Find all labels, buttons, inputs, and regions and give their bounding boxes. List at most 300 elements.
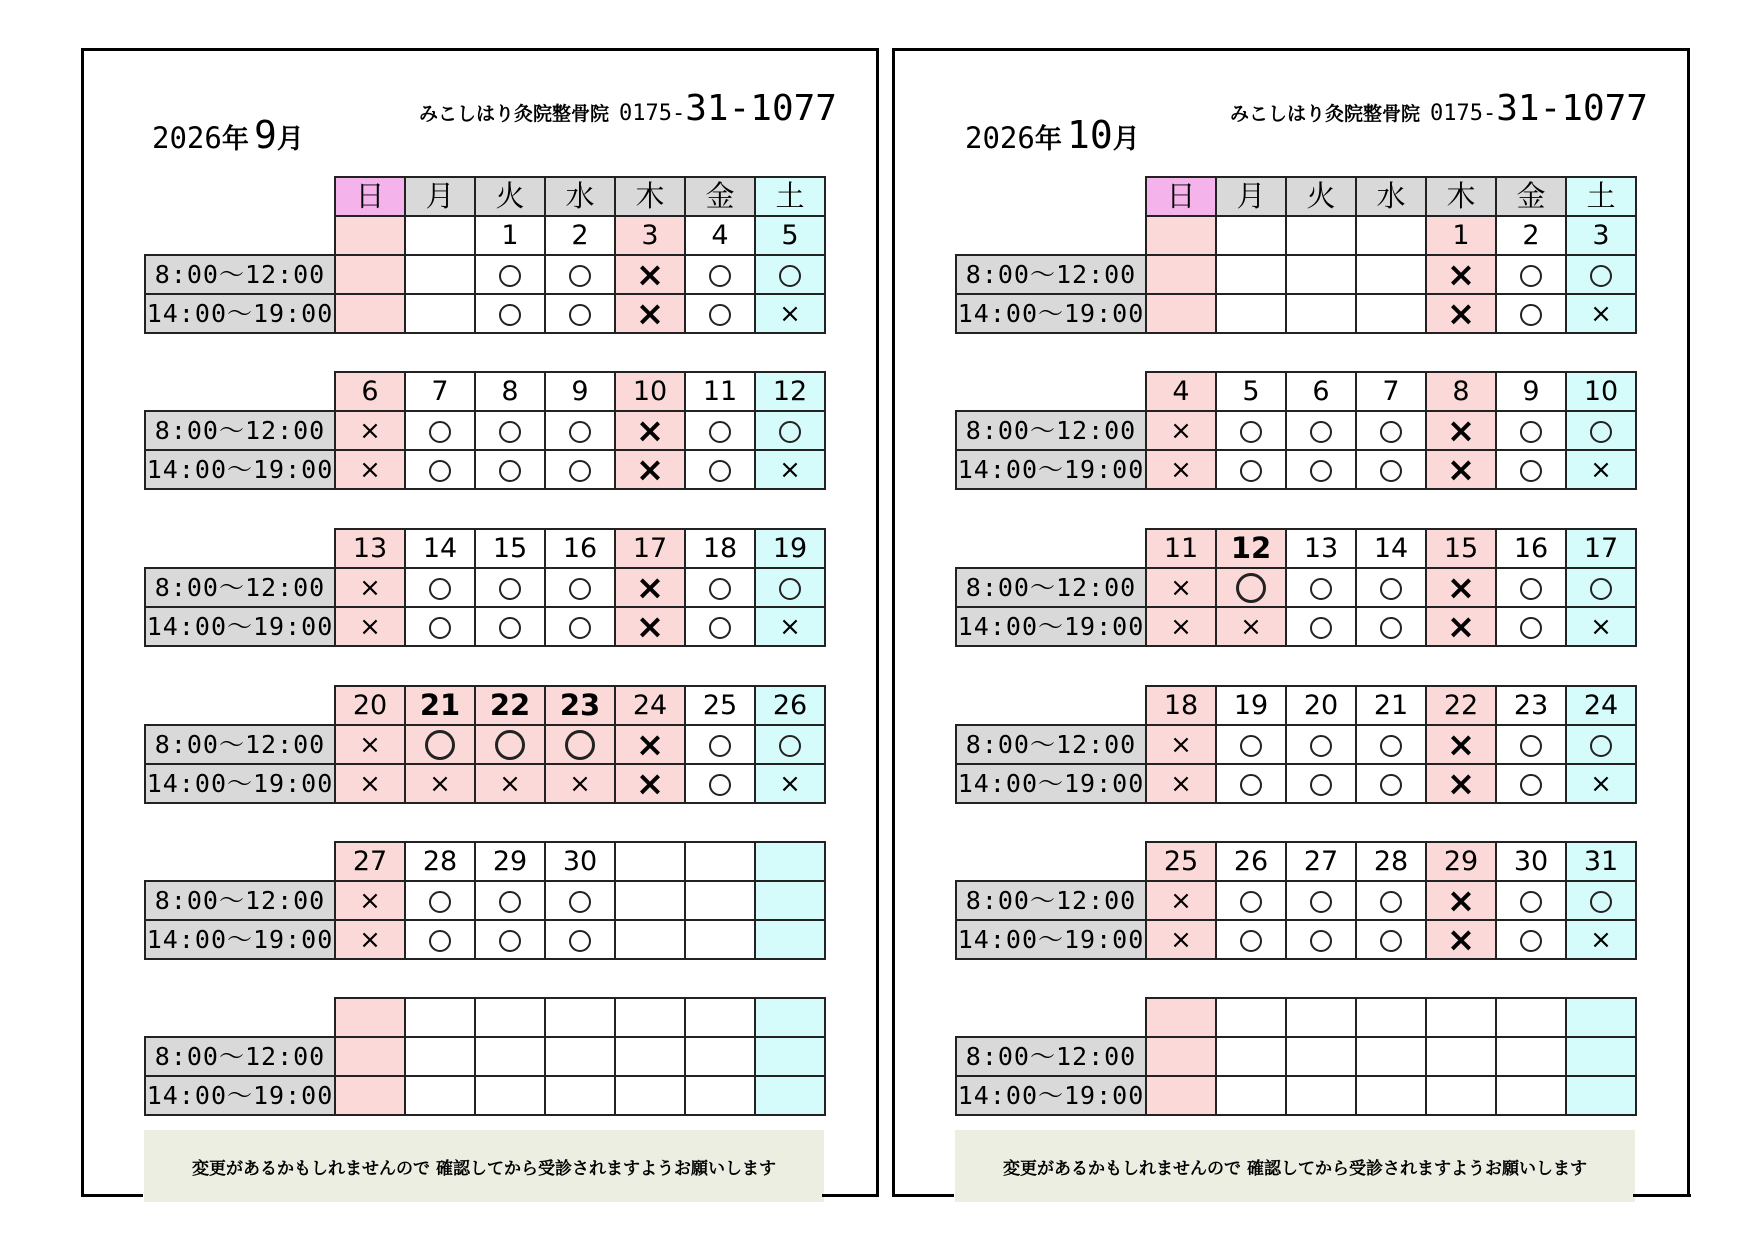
week-table [144,371,826,490]
open-mark [1310,891,1332,913]
year-text: 2026 [965,121,1035,155]
closed-mark: × [779,299,801,330]
availability-cell [1216,725,1286,764]
availability-cell [335,294,405,333]
availability-cell [1286,1076,1356,1115]
date-cell: 6 [1286,372,1356,411]
slot-row-pm [145,607,825,646]
time-slot-label: 14:00～19:00 [145,294,335,333]
date-cell: 14 [1356,529,1426,568]
availability-cell [475,568,545,607]
slot-row-pm [956,1076,1636,1115]
date-cell: 21 [405,686,475,725]
availability-cell [1496,450,1566,489]
slot-row-pm [145,294,825,333]
availability-cell [1286,725,1356,764]
closed-mark-emphasis: × [1446,254,1476,295]
availability-cell [1356,920,1426,959]
availability-cell [335,725,405,764]
closed-mark-emphasis: × [635,724,665,765]
weekday-header: 金 [685,177,755,216]
availability-cell [1426,411,1496,450]
date-cell: 24 [1566,686,1636,725]
weekday-header-row [145,177,825,216]
closed-mark: × [569,769,591,800]
open-mark [779,265,801,287]
date-row [956,529,1636,568]
slot-row-am [145,1037,825,1076]
availability-cell [755,450,825,489]
date-cell: 7 [1356,372,1426,411]
availability-cell [475,764,545,803]
availability-cell [545,607,615,646]
availability-cell [1496,764,1566,803]
calendar-panel-september [81,48,879,1197]
open-mark [569,930,591,952]
date-cell: 31 [1566,842,1636,881]
availability-cell [685,725,755,764]
open-mark [499,578,521,600]
date-cell: 27 [335,842,405,881]
date-cell: 16 [1496,529,1566,568]
open-mark [1520,891,1542,913]
availability-cell [1146,881,1216,920]
open-mark-emphasis [495,730,525,760]
availability-cell [1146,294,1216,333]
date-cell [405,998,475,1037]
time-slot-label: 8:00～12:00 [145,1037,335,1076]
open-mark [499,421,521,443]
date-cell [685,842,755,881]
availability-cell [685,881,755,920]
open-mark [1590,735,1612,757]
open-mark [1520,930,1542,952]
open-mark [1520,735,1542,757]
month-suffix: 月 [276,124,304,155]
slot-row-am [956,411,1636,450]
open-mark [709,421,731,443]
availability-cell [1426,920,1496,959]
open-mark [1310,930,1332,952]
date-cell [615,998,685,1037]
clinic-header [1230,88,1648,129]
date-cell [1426,998,1496,1037]
open-mark [1240,774,1262,796]
availability-cell [685,607,755,646]
availability-cell [1146,607,1216,646]
open-mark [1380,421,1402,443]
header-spacer [956,177,1146,216]
availability-cell [1566,920,1636,959]
closed-mark: × [779,612,801,643]
date-cell [1216,216,1286,255]
availability-cell [1426,881,1496,920]
availability-cell [545,1076,615,1115]
availability-cell [615,725,685,764]
week-block [144,685,826,804]
date-row [956,842,1636,881]
availability-cell [615,1037,685,1076]
availability-cell [1496,255,1566,294]
availability-cell [1426,764,1496,803]
open-mark [1380,735,1402,757]
clinic-name: みこしはり灸院整骨院 [1230,103,1421,125]
date-cell: 23 [1496,686,1566,725]
availability-cell [1426,1076,1496,1115]
availability-cell [335,607,405,646]
week-table [144,176,826,334]
time-slot-label: 14:00～19:00 [145,920,335,959]
closed-mark: × [779,769,801,800]
open-mark [1240,735,1262,757]
slot-row-am [145,881,825,920]
availability-cell [685,294,755,333]
availability-cell [335,920,405,959]
date-row [145,529,825,568]
availability-cell [1216,881,1286,920]
availability-cell [1566,450,1636,489]
week-block [144,841,826,960]
availability-cell [1566,255,1636,294]
date-cell [335,998,405,1037]
open-mark [429,578,451,600]
open-mark [1380,617,1402,639]
availability-cell [755,568,825,607]
date-row [145,998,825,1037]
availability-cell [1216,411,1286,450]
date-row [956,998,1636,1037]
availability-cell [405,294,475,333]
date-cell: 14 [405,529,475,568]
open-mark [1520,265,1542,287]
availability-cell [1286,568,1356,607]
phone-number: 31-1077 [1496,88,1648,129]
availability-cell [1216,920,1286,959]
open-mark [1240,930,1262,952]
availability-cell [335,1037,405,1076]
closed-mark-emphasis: × [1446,724,1476,765]
time-slot-label: 14:00～19:00 [956,607,1146,646]
availability-cell [1496,568,1566,607]
date-cell: 1 [1426,216,1496,255]
availability-cell [1426,1037,1496,1076]
availability-cell [755,920,825,959]
open-mark [1520,421,1542,443]
availability-cell [755,294,825,333]
date-cell: 25 [685,686,755,725]
week-block [144,528,826,647]
availability-cell [1426,294,1496,333]
availability-cell [1496,920,1566,959]
date-cell: 13 [1286,529,1356,568]
availability-cell [405,881,475,920]
closed-mark: × [1590,455,1612,486]
availability-cell [1286,450,1356,489]
open-mark [1310,578,1332,600]
availability-cell [1566,1037,1636,1076]
slot-row-pm [956,607,1636,646]
availability-cell [1286,411,1356,450]
closed-mark: × [359,455,381,486]
slot-row-pm [956,920,1636,959]
open-mark [429,421,451,443]
availability-cell [405,450,475,489]
closed-mark: × [1170,925,1192,956]
date-cell: 25 [1146,842,1216,881]
availability-cell [335,568,405,607]
week-table [955,371,1637,490]
availability-cell [1356,607,1426,646]
availability-cell [1216,1037,1286,1076]
availability-cell [615,294,685,333]
availability-cell [755,607,825,646]
date-cell: 18 [685,529,755,568]
date-cell: 28 [1356,842,1426,881]
time-slot-label: 14:00～19:00 [956,764,1146,803]
date-cell: 30 [1496,842,1566,881]
week-table [955,841,1637,960]
week-block [955,841,1637,960]
clinic-name: みこしはり灸院整骨院 [419,103,610,125]
closed-mark: × [359,769,381,800]
year-text: 2026 [152,121,222,155]
open-mark [1310,460,1332,482]
time-slot-label: 8:00～12:00 [956,255,1146,294]
slot-row-am [145,725,825,764]
availability-cell [545,411,615,450]
date-cell: 26 [1216,842,1286,881]
date-cell: 21 [1356,686,1426,725]
open-mark [1380,930,1402,952]
availability-cell [545,255,615,294]
availability-cell [1356,725,1426,764]
date-cell [1216,998,1286,1037]
date-cell: 10 [615,372,685,411]
date-row-spacer [145,529,335,568]
date-row [956,686,1636,725]
header-spacer [145,177,335,216]
date-cell [1286,216,1356,255]
availability-cell [1566,607,1636,646]
availability-cell [545,450,615,489]
availability-cell [1216,450,1286,489]
closed-mark: × [1590,299,1612,330]
availability-cell [1496,1037,1566,1076]
date-row-spacer [145,842,335,881]
slot-row-pm [145,450,825,489]
time-slot-label: 14:00～19:00 [145,450,335,489]
date-cell: 20 [1286,686,1356,725]
date-cell [1566,998,1636,1037]
closed-mark-emphasis: × [635,763,665,804]
closed-mark: × [359,612,381,643]
date-cell [405,216,475,255]
availability-cell [1286,607,1356,646]
slot-row-am [956,881,1636,920]
availability-cell [1286,294,1356,333]
availability-cell [1216,255,1286,294]
closed-mark-emphasis: × [1446,410,1476,451]
closed-mark: × [1590,925,1612,956]
date-row-spacer [956,842,1146,881]
availability-cell [1146,920,1216,959]
open-mark [709,735,731,757]
time-slot-label: 8:00～12:00 [956,1037,1146,1076]
availability-cell [615,450,685,489]
phone-prefix: 0175- [619,101,686,126]
closed-mark-emphasis: × [635,567,665,608]
availability-cell [475,920,545,959]
slot-row-am [956,1037,1636,1076]
closed-mark-emphasis: × [635,410,665,451]
date-cell: 8 [1426,372,1496,411]
date-cell [545,998,615,1037]
availability-cell [1496,725,1566,764]
date-row-spacer [145,998,335,1037]
open-mark [709,460,731,482]
notice-banner: 変更があるかもしれませんので 確認してから受診されますようお願いします [955,1130,1635,1202]
availability-cell [1146,411,1216,450]
closed-mark-emphasis: × [635,449,665,490]
time-slot-label: 8:00～12:00 [956,725,1146,764]
open-mark [499,930,521,952]
closed-mark: × [1170,612,1192,643]
availability-cell [1566,725,1636,764]
open-mark [1520,578,1542,600]
availability-cell [1146,764,1216,803]
date-cell [755,998,825,1037]
open-mark [1380,774,1402,796]
availability-cell [1496,881,1566,920]
panel-border [1633,1194,1691,1197]
weekday-header: 木 [615,177,685,216]
availability-cell [475,881,545,920]
availability-cell [545,294,615,333]
time-slot-label: 14:00～19:00 [956,294,1146,333]
open-mark [499,265,521,287]
closed-mark: × [1170,769,1192,800]
open-mark [569,891,591,913]
date-cell: 17 [1566,529,1636,568]
availability-cell [405,568,475,607]
date-cell: 1 [475,216,545,255]
availability-cell [1286,920,1356,959]
date-cell: 22 [475,686,545,725]
date-cell: 19 [755,529,825,568]
availability-cell [685,764,755,803]
open-mark [499,304,521,326]
availability-cell [685,1076,755,1115]
availability-cell [615,1076,685,1115]
availability-cell [545,1037,615,1076]
availability-cell [755,1076,825,1115]
date-row-spacer [956,998,1146,1037]
time-slot-label: 8:00～12:00 [956,568,1146,607]
open-mark [1590,421,1612,443]
date-cell: 18 [1146,686,1216,725]
availability-cell [335,450,405,489]
weekday-header: 水 [545,177,615,216]
availability-cell [1426,725,1496,764]
date-row [145,372,825,411]
slot-row-pm [145,920,825,959]
week-table [144,841,826,960]
availability-cell [1356,1076,1426,1115]
availability-cell [685,255,755,294]
closed-mark: × [359,730,381,761]
date-cell: 28 [405,842,475,881]
date-cell: 3 [1566,216,1636,255]
time-slot-label: 8:00～12:00 [145,411,335,450]
open-mark [1590,891,1612,913]
availability-cell [1216,294,1286,333]
open-mark [569,617,591,639]
availability-cell [1356,764,1426,803]
closed-mark: × [779,455,801,486]
open-mark [709,578,731,600]
time-slot-label: 14:00～19:00 [145,607,335,646]
availability-cell [545,725,615,764]
weekday-header: 日 [1146,177,1216,216]
open-mark [709,774,731,796]
slot-row-pm [956,450,1636,489]
week-block [144,371,826,490]
weekday-header: 火 [475,177,545,216]
date-cell: 7 [405,372,475,411]
closed-mark-emphasis: × [1446,606,1476,647]
week-block [955,176,1637,334]
open-mark [709,617,731,639]
open-mark [1520,304,1542,326]
time-slot-label: 8:00～12:00 [956,411,1146,450]
weekday-header: 土 [755,177,825,216]
availability-cell [755,255,825,294]
availability-cell [475,255,545,294]
availability-cell [1146,255,1216,294]
closed-mark-emphasis: × [635,606,665,647]
weekday-header: 土 [1566,177,1636,216]
date-cell: 12 [1216,529,1286,568]
availability-cell [335,764,405,803]
date-cell: 2 [1496,216,1566,255]
panel-border [81,1194,143,1197]
time-slot-label: 8:00～12:00 [145,881,335,920]
month-title [152,113,304,157]
open-mark [1310,421,1332,443]
date-row-spacer [145,686,335,725]
open-mark [1240,421,1262,443]
availability-cell [405,411,475,450]
date-row [956,216,1636,255]
year-suffix: 年 [221,124,249,155]
open-mark [779,735,801,757]
open-mark [1520,617,1542,639]
week-table [955,176,1637,334]
open-mark [569,304,591,326]
closed-mark-emphasis: × [1446,567,1476,608]
open-mark [1310,735,1332,757]
date-cell: 12 [755,372,825,411]
week-table [144,528,826,647]
availability-cell [1356,568,1426,607]
availability-cell [1356,255,1426,294]
open-mark [1520,774,1542,796]
week-block [144,997,826,1116]
phone-prefix: 0175- [1430,101,1497,126]
week-table [144,997,826,1116]
open-mark [779,421,801,443]
availability-cell [755,1037,825,1076]
